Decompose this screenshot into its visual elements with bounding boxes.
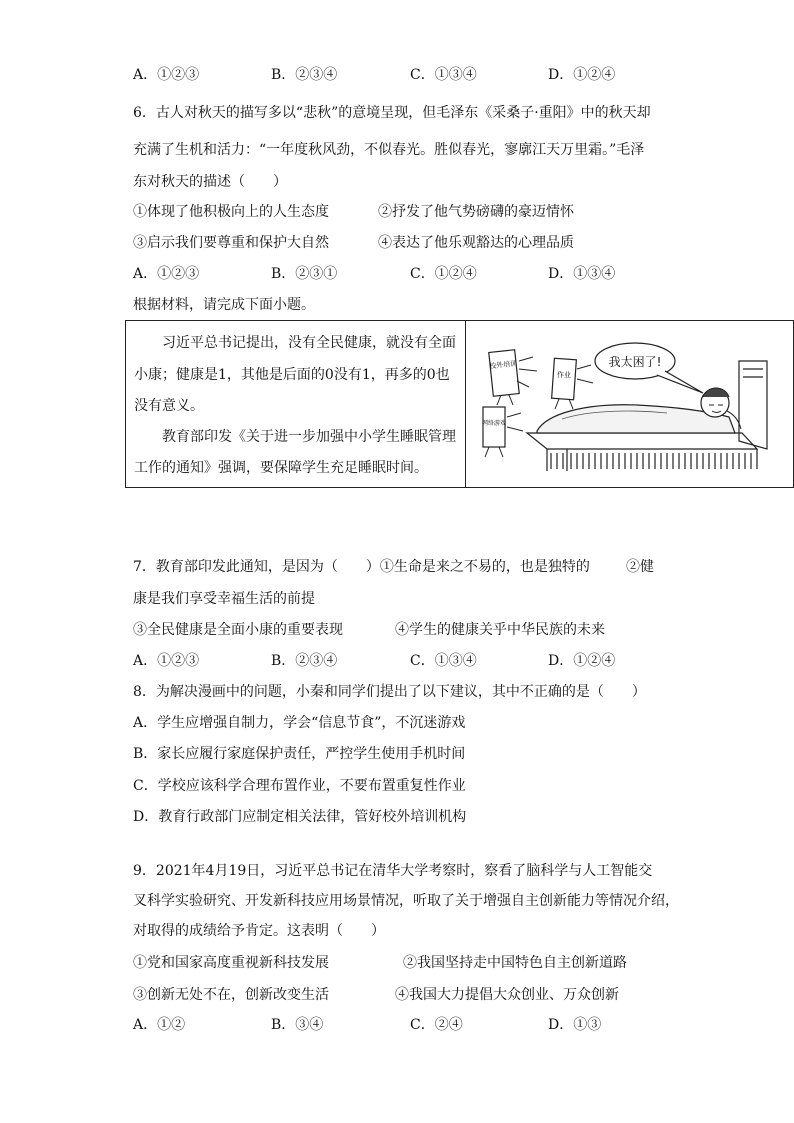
- material-text: [126, 321, 466, 487]
- q9-option-b: B．③④: [271, 1017, 324, 1033]
- q9-statement-3: ③创新无处不在，创新改变生活: [133, 987, 329, 1003]
- book-tutoring: [489, 350, 537, 405]
- q7-stem-inline-right: ②健: [626, 559, 654, 575]
- material-box: [125, 320, 794, 488]
- q9-statement-2: ②我国坚持走中国特色自主创新道路: [403, 955, 627, 971]
- material-intro: 根据材料，请完成下面小题。: [133, 297, 315, 313]
- q5-option-b: B．②③④: [271, 67, 338, 83]
- q6-statement-2: ②抒发了他气势磅礴的豪迈情怀: [378, 204, 574, 220]
- q9-option-c: C．②④: [410, 1017, 463, 1033]
- speech-bubble: [595, 343, 703, 393]
- q7-option-d: D．①②④: [548, 653, 616, 669]
- q9-statement-4: ④我国大力提倡大众创业、万众创新: [395, 987, 619, 1003]
- q9-stem-line-3: 对取得的成绩给予肯定。这表明（ ）: [133, 923, 385, 939]
- book-label-games: 网络游戏: [481, 420, 507, 427]
- q6-option-d: D．①③④: [548, 266, 616, 282]
- speech-text: 我太困了!: [608, 355, 662, 369]
- q9-stem-line-2: 叉科学实验研究、开发新科技应用场景情况，听取了关于增强自主创新能力等情况介绍，: [133, 893, 679, 909]
- book-label-tutoring: 校外培训: [488, 359, 518, 371]
- q6-stem-line-1: 6．古人对秋天的描写多以“悲秋”的意境呈现，但毛泽东《采桑子·重阳》中的秋天却: [133, 105, 651, 121]
- q7-option-a: A．①②③: [133, 653, 200, 669]
- q6-statement-4: ④表达了他乐观豁达的心理品质: [378, 235, 574, 251]
- cartoon-sleepy-student: [467, 321, 793, 487]
- material-para1-line-3: 没有意义。: [134, 398, 204, 414]
- q8-stem: 8．为解决漫画中的问题，小秦和同学们提出了以下建议，其中不正确的是（ ）: [133, 684, 646, 700]
- q9-option-d: D．①③: [548, 1017, 602, 1033]
- q9-option-a: A．①②: [133, 1017, 186, 1033]
- q5-option-a: A．①②③: [133, 67, 200, 83]
- q6-option-a: A．①②③: [133, 266, 200, 282]
- material-para1-line-2: 小康；健康是1，其他是后面的0没有1，再多的0也: [134, 367, 450, 383]
- q5-option-c: C．①③④: [410, 67, 477, 83]
- q7-option-b: B．②③④: [271, 653, 338, 669]
- book-games: [482, 407, 523, 457]
- q6-statement-1: ①体现了他积极向上的人生态度: [133, 204, 329, 220]
- q7-statement-4: ④学生的健康关乎中华民族的未来: [395, 622, 605, 638]
- material-para2-line-1: 教育部印发《关于进一步加强中小学生睡眠管理: [162, 429, 456, 445]
- q6-option-c: C．①②④: [410, 266, 477, 282]
- material-para2-line-2: 工作的通知》强调，要保障学生充足睡眠时间。: [134, 460, 428, 476]
- q8-choice-a: A．学生应增强自制力，学会“信息节食”，不沉迷游戏: [133, 715, 466, 731]
- q7-stem-line-2: 康是我们享受幸福生活的前提: [133, 591, 315, 607]
- book-homework: [552, 358, 593, 409]
- q5-option-d: D．①②④: [548, 67, 616, 83]
- book-label-homework: 作业: [557, 371, 571, 379]
- q6-stem-line-3: 东对秋天的描述（ ）: [133, 174, 287, 190]
- q7-option-c: C．①③④: [410, 653, 477, 669]
- q7-statement-3: ③全民健康是全面小康的重要表现: [133, 622, 343, 638]
- q8-choice-c: C．学校应该科学合理布置作业，不要布置重复性作业: [133, 778, 466, 794]
- cartoon-drawing: [467, 321, 793, 487]
- q6-statement-3: ③启示我们要尊重和保护大自然: [133, 235, 329, 251]
- q6-stem-line-2: 充满了生机和活力：“一年度秋风劲，不似春光。胜似春光，寥廓江天万里霜。”毛泽: [133, 142, 645, 158]
- q9-statement-1: ①党和国家高度重视新科技发展: [133, 955, 329, 971]
- q9-stem-line-1: 9．2021年4月19日，习近平总书记在清华大学考察时，察看了脑科学与人工智能交: [133, 863, 653, 879]
- q6-option-b: B．②③①: [271, 266, 338, 282]
- material-para1-line-1: 习近平总书记提出，没有全民健康，就没有全面: [162, 335, 456, 351]
- q8-choice-d: D．教育行政部门应制定相关法律，管好校外培训机构: [133, 809, 467, 825]
- q7-stem-line-1: 7．教育部印发此通知，是因为（ ）①生命是来之不易的，也是独特的: [133, 559, 590, 575]
- q8-choice-b: B．家长应履行家庭保护责任，严控学生使用手机时间: [133, 746, 466, 762]
